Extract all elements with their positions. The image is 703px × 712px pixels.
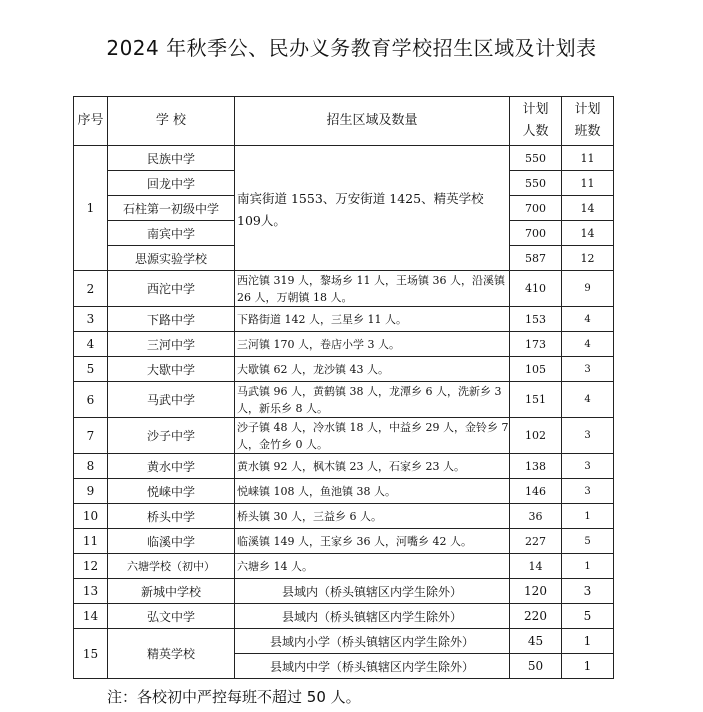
table-row xyxy=(74,454,614,479)
school-cell: 西沱中学 xyxy=(108,271,235,307)
people-cell: 700 xyxy=(510,221,562,246)
classes-cell: 14 xyxy=(562,196,614,221)
table-row xyxy=(74,504,614,529)
footnote: 注：各校初中严控每班不超过 50 人。 xyxy=(107,688,361,706)
seq-cell: 3 xyxy=(74,307,108,332)
seq-cell: 9 xyxy=(74,479,108,504)
header-plan-classes xyxy=(562,97,614,146)
classes-cell: 1 xyxy=(562,629,614,654)
people-cell: 105 xyxy=(510,357,562,382)
school-cell: 六塘学校（初中） xyxy=(108,554,235,579)
header-plan-people-line2: 人数 xyxy=(522,124,549,139)
classes-cell: 3 xyxy=(562,479,614,504)
area-cell: 县域内（桥头镇辖区内学生除外） xyxy=(235,604,510,629)
table-row xyxy=(74,579,614,604)
school-cell: 南宾中学 xyxy=(108,221,235,246)
seq-cell: 11 xyxy=(74,529,108,554)
area-cell: 下路街道 142 人，三星乡 11 人。 xyxy=(235,307,510,332)
table-row xyxy=(74,554,614,579)
people-cell: 700 xyxy=(510,196,562,221)
header-plan-classes-line2: 班数 xyxy=(574,124,601,139)
table-row xyxy=(74,629,614,654)
classes-cell: 5 xyxy=(562,529,614,554)
area-cell: 县域内中学（桥头镇辖区内学生除外） xyxy=(235,654,510,679)
classes-cell: 12 xyxy=(562,246,614,271)
area-cell: 马武镇 96 人，黄鹤镇 38 人，龙潭乡 6 人，洗新乡 3 人，新乐乡 8 人。 xyxy=(235,382,510,418)
school-cell: 马武中学 xyxy=(108,382,235,418)
people-cell: 550 xyxy=(510,171,562,196)
school-cell: 大歇中学 xyxy=(108,357,235,382)
header-plan-people xyxy=(510,97,562,146)
document-title: 2024 年秋季公、民办义务教育学校招生区域及计划表 xyxy=(106,36,597,60)
classes-cell: 5 xyxy=(562,604,614,629)
area-cell: 黄水镇 92 人，枫木镇 23 人，石家乡 23 人。 xyxy=(235,454,510,479)
table-row xyxy=(74,357,614,382)
header-seq: 序号 xyxy=(74,97,108,146)
people-cell: 138 xyxy=(510,454,562,479)
school-cell: 石柱第一初级中学 xyxy=(108,196,235,221)
header-plan-people-line1: 计划 xyxy=(522,102,549,117)
header-area: 招生区域及数量 xyxy=(235,97,510,146)
area-cell: 临溪镇 149 人，王家乡 36 人，河嘴乡 42 人。 xyxy=(235,529,510,554)
enrollment-plan-table xyxy=(73,96,614,679)
seq-cell: 14 xyxy=(74,604,108,629)
classes-cell: 3 xyxy=(562,357,614,382)
school-cell: 下路中学 xyxy=(108,307,235,332)
school-cell: 黄水中学 xyxy=(108,454,235,479)
table-row xyxy=(74,146,614,171)
people-cell: 227 xyxy=(510,529,562,554)
people-cell: 50 xyxy=(510,654,562,679)
people-cell: 151 xyxy=(510,382,562,418)
classes-cell: 9 xyxy=(562,271,614,307)
classes-cell: 1 xyxy=(562,654,614,679)
school-cell: 悦崃中学 xyxy=(108,479,235,504)
people-cell: 173 xyxy=(510,332,562,357)
seq-cell: 12 xyxy=(74,554,108,579)
area-cell: 县域内（桥头镇辖区内学生除外） xyxy=(235,579,510,604)
area-cell: 南宾街道 1553、万安街道 1425、精英学校 109人。 xyxy=(235,146,510,271)
school-cell: 弘文中学 xyxy=(108,604,235,629)
table-header-row xyxy=(74,97,614,146)
classes-cell: 11 xyxy=(562,171,614,196)
area-cell: 三河镇 170 人，卷店小学 3 人。 xyxy=(235,332,510,357)
people-cell: 146 xyxy=(510,479,562,504)
seq-cell: 8 xyxy=(74,454,108,479)
seq-cell: 2 xyxy=(74,271,108,307)
area-cell: 六塘乡 14 人。 xyxy=(235,554,510,579)
table-row xyxy=(74,382,614,418)
area-cell: 西沱镇 319 人，黎场乡 11 人，王场镇 36 人，沿溪镇 26 人，万朝镇 18 人。 xyxy=(235,271,510,307)
classes-cell: 14 xyxy=(562,221,614,246)
school-cell: 思源实验学校 xyxy=(108,246,235,271)
header-school: 学 校 xyxy=(108,97,235,146)
people-cell: 550 xyxy=(510,146,562,171)
table-row xyxy=(74,307,614,332)
people-cell: 36 xyxy=(510,504,562,529)
people-cell: 120 xyxy=(510,579,562,604)
people-cell: 587 xyxy=(510,246,562,271)
classes-cell: 3 xyxy=(562,579,614,604)
area-cell: 悦崃镇 108 人，鱼池镇 38 人。 xyxy=(235,479,510,504)
seq-cell: 5 xyxy=(74,357,108,382)
area-cell: 大歇镇 62 人，龙沙镇 43 人。 xyxy=(235,357,510,382)
classes-cell: 4 xyxy=(562,307,614,332)
people-cell: 102 xyxy=(510,418,562,454)
seq-cell: 13 xyxy=(74,579,108,604)
classes-cell: 1 xyxy=(562,554,614,579)
seq-cell: 4 xyxy=(74,332,108,357)
table-row xyxy=(74,479,614,504)
classes-cell: 4 xyxy=(562,382,614,418)
area-cell: 沙子镇 48 人，冷水镇 18 人，中益乡 29 人，金铃乡 7 人，金竹乡 0 人。 xyxy=(235,418,510,454)
seq-cell: 15 xyxy=(74,629,108,679)
school-cell: 回龙中学 xyxy=(108,171,235,196)
seq-cell: 1 xyxy=(74,146,108,271)
header-plan-classes-line1: 计划 xyxy=(574,102,601,117)
school-cell: 临溪中学 xyxy=(108,529,235,554)
school-cell: 三河中学 xyxy=(108,332,235,357)
seq-cell: 10 xyxy=(74,504,108,529)
area-cell: 县域内小学（桥头镇辖区内学生除外） xyxy=(235,629,510,654)
classes-cell: 4 xyxy=(562,332,614,357)
table-row xyxy=(74,418,614,454)
people-cell: 45 xyxy=(510,629,562,654)
classes-cell: 11 xyxy=(562,146,614,171)
classes-cell: 1 xyxy=(562,504,614,529)
school-cell: 沙子中学 xyxy=(108,418,235,454)
seq-cell: 6 xyxy=(74,382,108,418)
seq-cell: 7 xyxy=(74,418,108,454)
table-row xyxy=(74,271,614,307)
classes-cell: 3 xyxy=(562,418,614,454)
classes-cell: 3 xyxy=(562,454,614,479)
school-cell: 民族中学 xyxy=(108,146,235,171)
area-cell: 桥头镇 30 人，三益乡 6 人。 xyxy=(235,504,510,529)
table-row xyxy=(74,604,614,629)
school-cell: 精英学校 xyxy=(108,629,235,679)
people-cell: 153 xyxy=(510,307,562,332)
people-cell: 410 xyxy=(510,271,562,307)
people-cell: 220 xyxy=(510,604,562,629)
table-row xyxy=(74,529,614,554)
school-cell: 桥头中学 xyxy=(108,504,235,529)
table-row xyxy=(74,332,614,357)
school-cell: 新城中学校 xyxy=(108,579,235,604)
people-cell: 14 xyxy=(510,554,562,579)
